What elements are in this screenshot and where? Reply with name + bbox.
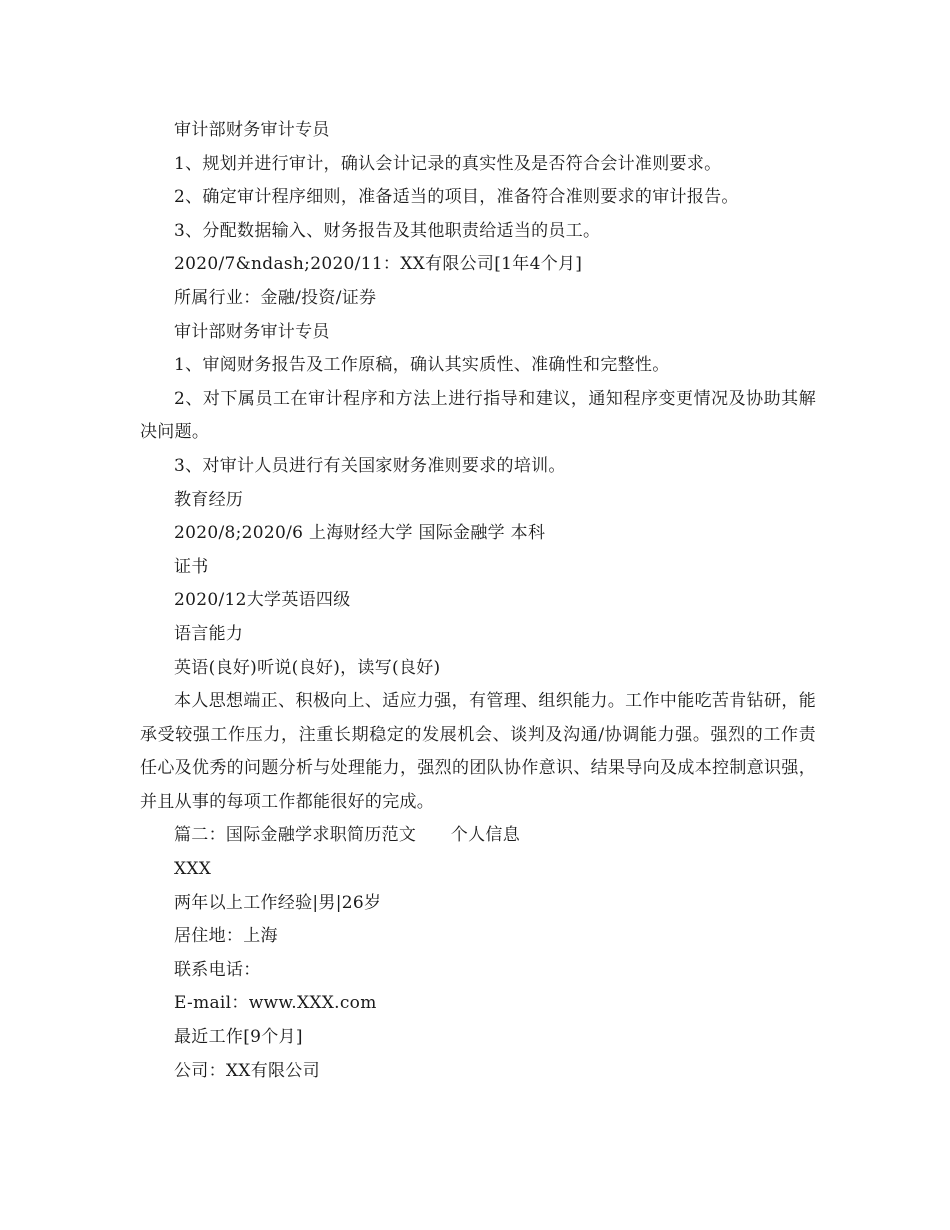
job-title-line: 审计部财务审计专员: [174, 120, 330, 140]
experience-summary: 两年以上工作经验|男|26岁: [174, 892, 382, 913]
phone-line: 联系电话：: [174, 959, 261, 980]
email-line: E-mail：www.XXX.com: [174, 993, 377, 1014]
duty-line: 3、分配数据输入、财务报告及其他职责给适当的员工。: [174, 220, 601, 241]
candidate-name: XXX: [174, 859, 212, 880]
certificate-entry: 2020/12大学英语四级: [174, 590, 351, 611]
education-entry: 2020/8;2020/6 上海财经大学 国际金融学 本科: [174, 523, 546, 544]
duty-line: 2、确定审计程序细则，准备适当的项目，准备符合准则要求的审计报告。: [174, 187, 739, 208]
company-line: 公司：XX有限公司: [174, 1060, 320, 1081]
industry-line: 所属行业：金融/投资/证券: [174, 287, 377, 308]
self-evaluation-paragraph: 本人思想端正、积极向上、适应力强，有管理、组织能力。工作中能吃苦肯钻研，能承受较强工作压力，注重长期稳定的发展机会、谈判及沟通/协调能力强。强烈的工作责任心及优秀的问题分析与处理能力，强烈的团队协作意识、结果导向及成本控制意识强，并且从事的每项工作都能很好的完成。: [140, 691, 816, 812]
duty-line: 3、对审计人员进行有关国家财务准则要求的培训。: [174, 455, 566, 476]
residence-line: 居住地：上海: [174, 926, 278, 947]
job-title-line: 审计部财务审计专员: [174, 321, 330, 342]
part-two-heading: 篇二：国际金融学求职简历范文 个人信息: [174, 825, 520, 846]
employment-period-line: 2020/7&ndash;2020/11：XX有限公司[1年4个月]: [174, 254, 583, 275]
duty-line: 1、审阅财务报告及工作原稿，确认其实质性、准确性和完整性。: [174, 355, 670, 376]
section-heading-education: 教育经历: [174, 489, 244, 510]
recent-job-line: 最近工作[9个月]: [174, 1027, 303, 1048]
section-heading-language: 语言能力: [174, 623, 244, 644]
section-heading-certificates: 证书: [174, 556, 209, 577]
document-page: [140, 114, 816, 1088]
language-entry: 英语(良好)听说(良好)，读写(良好): [174, 657, 441, 678]
duty-line: 1、规划并进行审计，确认会计记录的真实性及是否符合会计准则要求。: [174, 153, 722, 174]
duty-paragraph: 2、对下属员工在审计程序和方法上进行指导和建议，通知程序变更情况及协助其解决问题。: [140, 388, 816, 443]
